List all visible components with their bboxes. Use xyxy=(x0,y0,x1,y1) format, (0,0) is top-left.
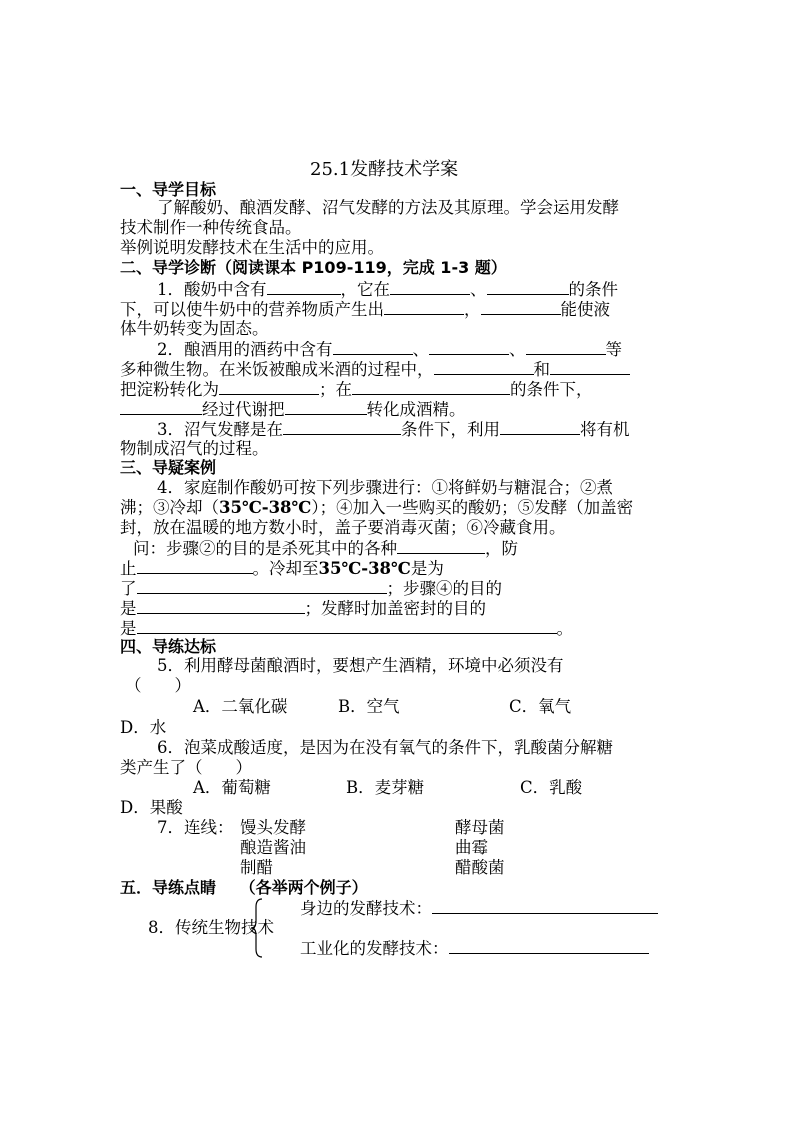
q1-blank-4[interactable] xyxy=(384,299,464,315)
q4-line-3: 封，放在温暖的地方数小时，盖子要消毒灭菌；⑥冷藏食用。 xyxy=(120,518,566,537)
q4-line-4 xyxy=(133,538,518,559)
q4-line-1: 4．家庭制作酸奶可按下列步骤进行：①将鲜奶与糖混合；②煮 xyxy=(157,478,613,497)
q8-branch-2-label: 工业化的发酵技术： xyxy=(300,939,449,958)
q4-line-8 xyxy=(120,618,573,639)
q8-branch-1 xyxy=(300,898,658,919)
q4-blank-1[interactable] xyxy=(397,538,485,554)
q2-blank-1[interactable] xyxy=(333,339,413,355)
q3-text-c: 将有机 xyxy=(580,420,630,439)
q4-text-h2: 。 xyxy=(556,619,573,638)
q3-line-1 xyxy=(157,419,630,440)
q2-text-b: 、 xyxy=(412,340,429,359)
q1-line-3: 体牛奶转变为固态。 xyxy=(120,319,269,338)
q3-line-2: 物制成沼气的过程。 xyxy=(120,439,269,458)
q7-left-1[interactable]: 馒头发酵 xyxy=(240,818,306,837)
q2-line-1 xyxy=(157,339,622,360)
q6-option-d[interactable]: D．果酸 xyxy=(120,798,183,817)
q4-blank-2[interactable] xyxy=(137,558,253,574)
q4-blank-5[interactable] xyxy=(137,618,557,634)
q5-stem: 5．利用酵母菌酿酒时，要想产生酒精，环境中必须没有 xyxy=(157,656,564,675)
q1-text-g: 能使液 xyxy=(560,300,610,319)
section-2-heading: 二、导学诊断（阅读课本 P109-119，完成 1-3 题） xyxy=(120,258,507,277)
q6-option-a[interactable]: A．葡萄糖 xyxy=(193,778,271,797)
section-5-title: 五．导练点睛 xyxy=(120,878,217,897)
s1-line-3: 举例说明发酵技术在生活中的应用。 xyxy=(120,238,384,257)
section-3-heading: 三、导疑案例 xyxy=(120,458,217,477)
q4-line-5 xyxy=(120,558,444,579)
q4-text-g2: ；发酵时加盖密封的目的 xyxy=(304,599,486,618)
q4-text-b3: ）；④加入一些购买的酸奶；⑤发酵（加盖密 xyxy=(311,498,634,517)
q2-text-e: 多种微生物。在米饭被酿成米酒的过程中， xyxy=(120,360,434,379)
q8-blank-1[interactable] xyxy=(432,898,658,914)
q2-line-3 xyxy=(120,379,593,400)
q4-temp-2: 35℃-38℃ xyxy=(318,559,411,578)
q4-text-f2: ；步骤④的目的 xyxy=(386,579,502,598)
q6-option-b[interactable]: B．麦芽糖 xyxy=(346,778,425,797)
q2-line-4 xyxy=(120,399,466,420)
q5-paren: （ ） xyxy=(125,676,191,695)
q2-line-2 xyxy=(120,359,630,380)
section-4-heading: 四、导练达标 xyxy=(120,637,217,656)
q4-text-g1: 是 xyxy=(120,599,137,618)
q5-option-c[interactable]: C．氧气 xyxy=(509,697,572,716)
q4-text-e1: 止 xyxy=(120,559,137,578)
q7-left-3[interactable]: 制醋 xyxy=(240,858,273,877)
q1-text-c: 、 xyxy=(470,280,487,299)
q2-text-f: 和 xyxy=(533,360,550,379)
q7-right-1[interactable]: 酵母菌 xyxy=(455,818,505,837)
q2-text-k: 转化成酒精。 xyxy=(366,400,466,419)
q4-blank-4[interactable] xyxy=(137,598,305,614)
q6-stem-2: 类产生了（ ） xyxy=(120,758,252,777)
q2-text-c: 、 xyxy=(509,340,526,359)
q4-line-2 xyxy=(120,498,633,518)
s1-line-2: 技术制作一种传统食品。 xyxy=(120,218,302,237)
q2-blank-8[interactable] xyxy=(120,399,202,415)
q2-blank-3[interactable] xyxy=(526,339,606,355)
q4-text-e4: 是为 xyxy=(410,559,444,578)
q2-blank-5[interactable] xyxy=(550,359,630,375)
q5-option-d[interactable]: D．水 xyxy=(120,718,167,737)
q1-blank-5[interactable] xyxy=(481,299,561,315)
q4-blank-3[interactable] xyxy=(137,578,387,594)
q4-temp-1: 35℃-38℃ xyxy=(219,498,312,517)
q1-text-f: ， xyxy=(464,300,481,319)
q3-blank-2[interactable] xyxy=(500,419,580,435)
q2-text-g: 把淀粉转化为 xyxy=(120,380,219,399)
s1-line-1: 了解酸奶、酿酒发酵、沼气发酵的方法及其原理。学会运用发酵 xyxy=(157,198,619,217)
q4-text-b1: 沸；③冷却（ xyxy=(120,498,219,517)
q2-text-i: 的条件下， xyxy=(510,380,593,399)
q8-label: 8．传统生物技术 xyxy=(148,918,274,937)
q2-blank-2[interactable] xyxy=(429,339,509,355)
section-5-heading xyxy=(120,878,368,898)
q1-text-e: 下，可以使牛奶中的营养物质产生出 xyxy=(120,300,384,319)
section-5-note: （各举两个例子） xyxy=(239,878,368,897)
q5-option-a[interactable]: A．二氧化碳 xyxy=(193,697,288,716)
q3-blank-1[interactable] xyxy=(283,419,401,435)
q2-text-h: ；在 xyxy=(319,380,352,399)
q4-text-f1: 了 xyxy=(120,579,137,598)
section-1-heading: 一、导学目标 xyxy=(120,180,217,199)
q3-text-a: 3．沼气发酵是在 xyxy=(157,420,283,439)
q4-text-e2: 。冷却至 xyxy=(252,559,319,578)
q4-text-h1: 是 xyxy=(120,619,137,638)
q2-blank-6[interactable] xyxy=(219,379,319,395)
q2-text-j: 经过代谢把 xyxy=(202,400,285,419)
q1-text-a: 1．酸奶中含有 xyxy=(157,280,267,299)
q2-blank-7[interactable] xyxy=(352,379,510,395)
q1-blank-2[interactable] xyxy=(390,279,470,295)
q2-blank-9[interactable] xyxy=(285,399,367,415)
q7-left-2[interactable]: 酿造酱油 xyxy=(240,838,306,857)
q4-text-d2: ，防 xyxy=(485,539,518,558)
page-title: 25.1发酵技术学案 xyxy=(310,159,459,180)
q1-line-1 xyxy=(157,279,618,300)
q1-line-2 xyxy=(120,299,610,320)
q8-blank-2[interactable] xyxy=(449,938,649,954)
q1-blank-3[interactable] xyxy=(487,279,569,295)
q8-branch-1-label: 身边的发酵技术： xyxy=(300,899,432,918)
q7-right-3[interactable]: 醋酸菌 xyxy=(455,858,505,877)
q4-line-7 xyxy=(120,598,486,619)
q4-line-6 xyxy=(120,578,502,599)
q5-option-b[interactable]: B．空气 xyxy=(338,697,400,716)
q6-option-c[interactable]: C．乳酸 xyxy=(520,778,583,797)
q1-blank-1[interactable] xyxy=(267,279,341,295)
q6-stem: 6．泡菜成酸适度，是因为在没有氧气的条件下，乳酸菌分解糖 xyxy=(157,738,613,757)
q1-text-d: 的条件 xyxy=(568,280,618,299)
q3-text-b: 条件下，利用 xyxy=(401,420,500,439)
q4-text-d1: 问：步骤②的目的是杀死其中的各种 xyxy=(133,539,397,558)
q7-label: 7．连线： xyxy=(157,818,234,837)
q2-text-a: 2．酿酒用的酒药中含有 xyxy=(157,340,333,359)
q1-text-b: ，它在 xyxy=(340,280,390,299)
q7-right-2[interactable]: 曲霉 xyxy=(455,838,488,857)
q2-text-d: 等 xyxy=(605,340,622,359)
q2-blank-4[interactable] xyxy=(434,359,534,375)
q8-branch-2 xyxy=(300,938,649,959)
